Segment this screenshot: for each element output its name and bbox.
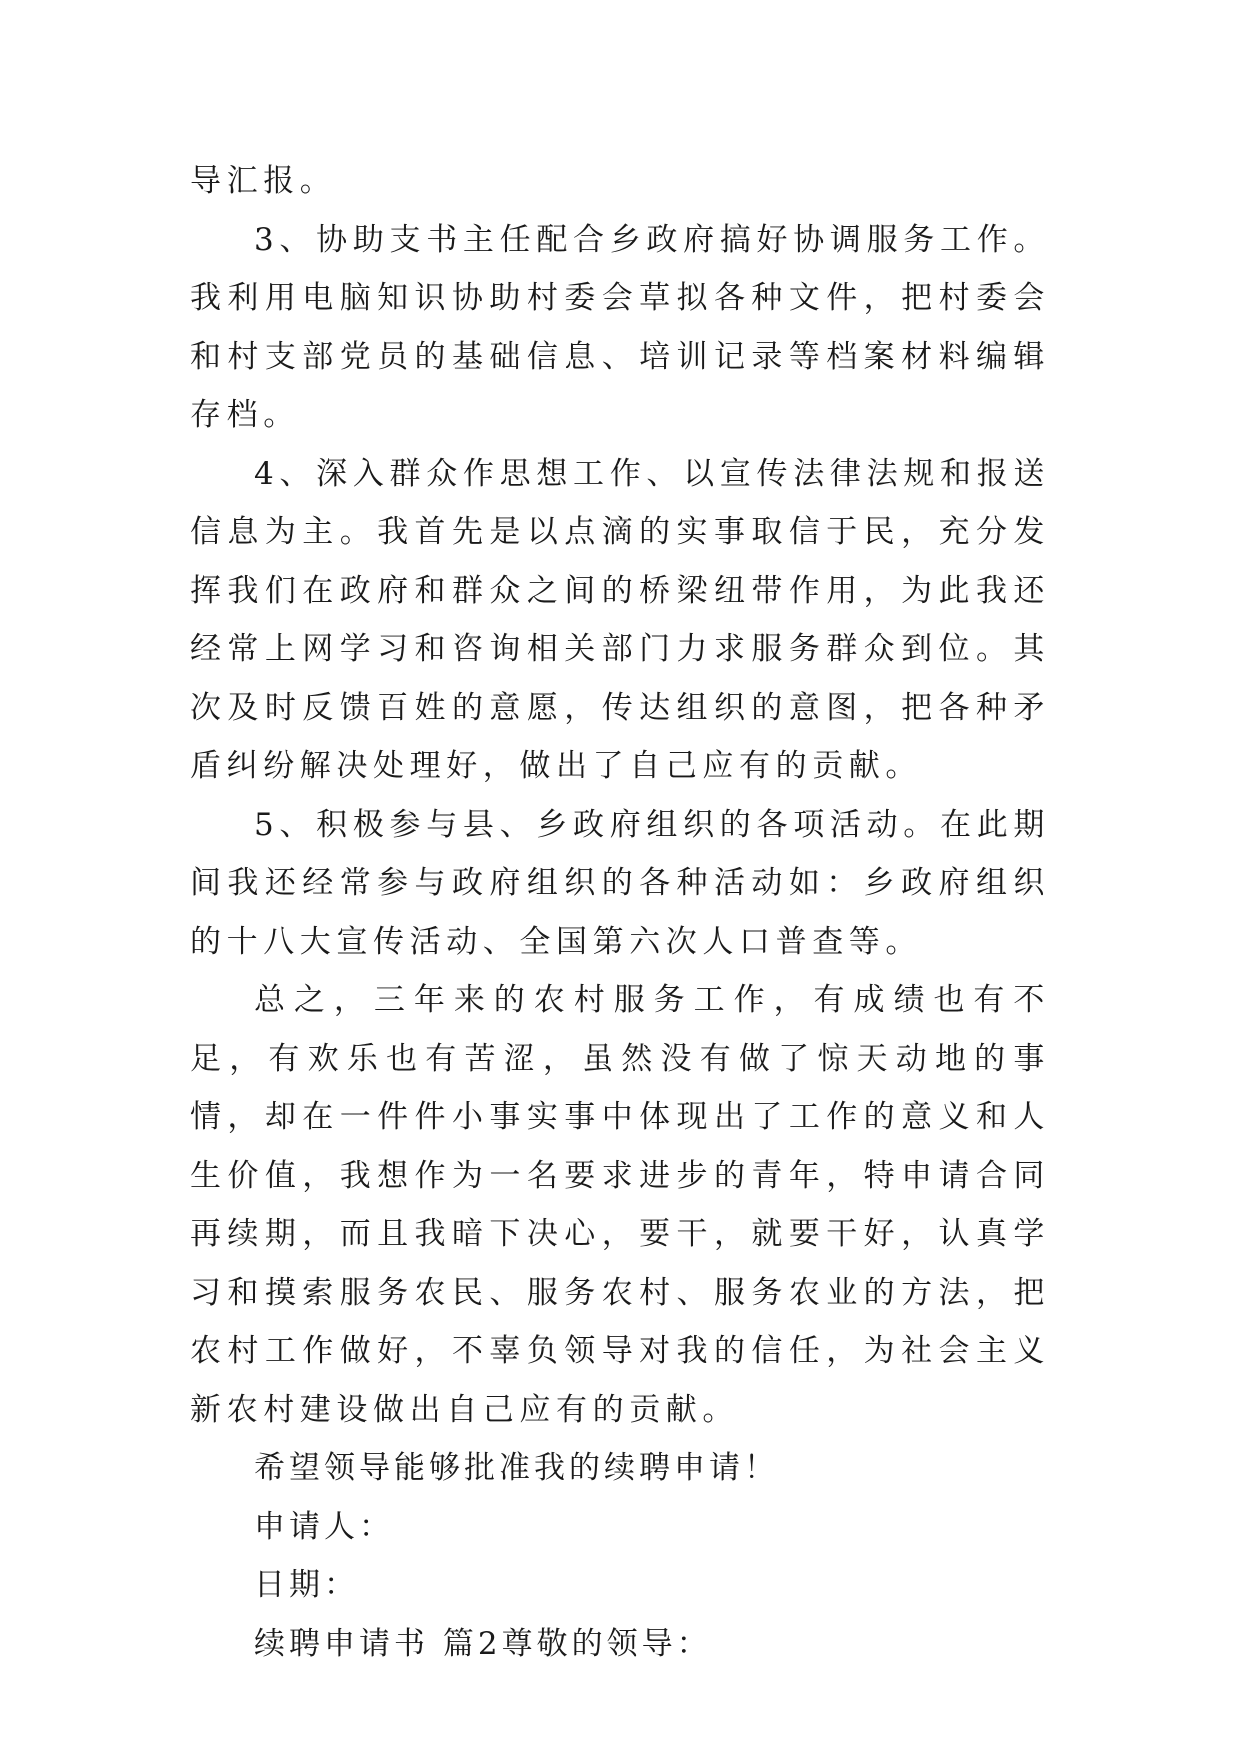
paragraph-item-4: 4、深入群众作思想工作、以宣传法律法规和报送信息为主。我首先是以点滴的实事取信于民，充分发挥我们在政府和群众之间的桥梁纽带作用，为此我还经常上网学习和咨询相关部门力求服务群众到位。其次及时反馈百姓的意愿，传达组织的意图，把各种矛盾纠纷解决处理好，做出了自己应有的贡献。 [190, 455, 1050, 784]
paragraph-continuation: 导汇报。 [190, 163, 337, 199]
applicant-label: 申请人： [254, 1508, 394, 1545]
next-section-heading: 续聘申请书 篇2尊敬的领导： [254, 1625, 712, 1662]
document-body [190, 152, 1050, 1673]
paragraph-item-5: 5、积极参与县、乡政府组织的各项活动。在此期间我还经常参与政府组织的各种活动如：乡政府组织的十八大宣传活动、全国第六次人口普查等。 [190, 806, 1050, 960]
paragraph-summary: 总之，三年来的农村服务工作，有成绩也有不足，有欢乐也有苦涩，虽然没有做了惊天动地的事情，却在一件件小事实事中体现出了工作的意义和人生价值，我想作为一名要求进步的青年，特申请合同再续期，而且我暗下决心，要干，就要干好，认真学习和摸索服务农民、服务农村、服务农业的方法，把农村工作做好，不辜负领导对我的信任，为社会主义新农村建设做出自己应有的贡献。 [190, 982, 1050, 1428]
date-label: 日期： [254, 1567, 359, 1603]
paragraph-request: 希望领导能够批准我的续聘申请！ [254, 1450, 779, 1486]
paragraph-item-3: 3、协助支书主任配合乡政府搞好协调服务工作。我利用电脑知识协助村委会草拟各种文件，把村委会和村支部党员的基础信息、培训记录等档案材料编辑存档。 [190, 221, 1050, 433]
